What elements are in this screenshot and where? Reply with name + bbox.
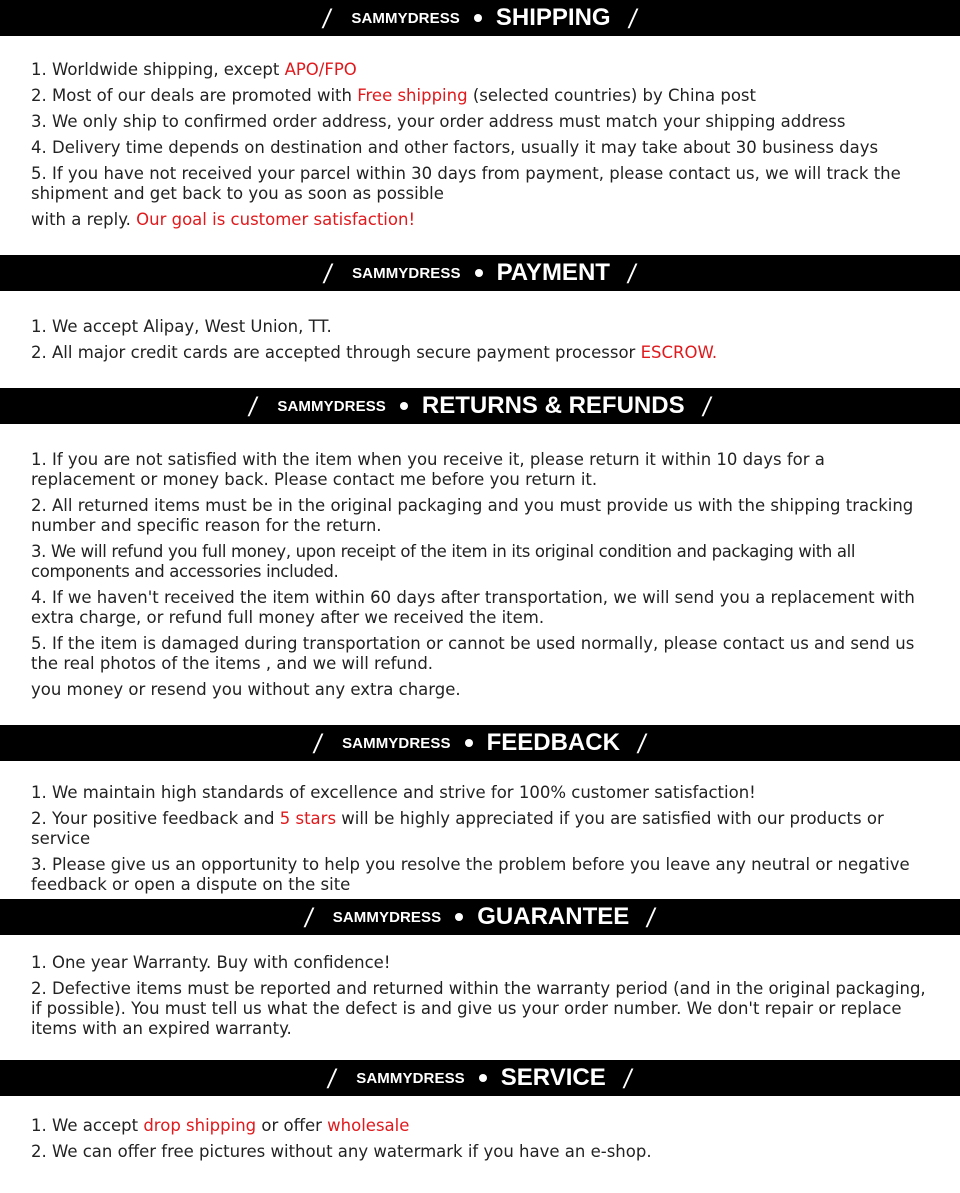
slash-left-icon: / — [321, 4, 334, 32]
slash-right-icon: / — [621, 1064, 634, 1092]
list-item: with a reply. Our goal is customer satisfaction! — [31, 210, 416, 229]
payment-list — [31, 317, 931, 369]
list-item: 2. Defective items must be reported and returned within the warranty period (and in the original packaging, if possible). You must tell us what the defect is and give us your order number. We don't repair or replace items with an expired warranty. — [31, 979, 926, 1038]
section-title: SHIPPING — [495, 4, 611, 31]
list-item: 2. Most of our deals are promoted with Free shipping (selected countries) by China post — [31, 86, 756, 105]
returns-list — [31, 450, 931, 706]
bullet-dot-icon — [479, 1074, 487, 1082]
slash-left-icon: / — [302, 903, 315, 931]
feedback-header — [0, 725, 960, 761]
list-item: 2. We can offer free pictures without any watermark if you have an e-shop. — [31, 1142, 652, 1161]
bullet-dot-icon — [455, 913, 463, 921]
list-item: 3. We only ship to confirmed order address, your order address must match your shipping address — [31, 112, 846, 131]
slash-right-icon: / — [700, 392, 713, 420]
list-item: 1. We maintain high standards of excellence and strive for 100% customer satisfaction! — [31, 783, 756, 802]
service-list — [31, 1116, 931, 1168]
returns-header — [0, 388, 960, 424]
payment-header — [0, 255, 960, 291]
shipping-header — [0, 0, 960, 36]
slash-right-icon: / — [625, 259, 638, 287]
list-item: 1. Worldwide shipping, except APO/FPO — [31, 60, 357, 79]
brand-label: SAMMYDRESS — [277, 397, 386, 415]
brand-label: SAMMYDRESS — [342, 734, 451, 752]
list-item: you money or resend you without any extra charge. — [31, 680, 461, 699]
section-title: SERVICE — [500, 1064, 606, 1091]
feedback-list — [31, 783, 931, 901]
shipping-list — [31, 60, 931, 236]
list-item: 4. Delivery time depends on destination and other factors, usually it may take about 30 business days — [31, 138, 879, 157]
slash-right-icon: / — [626, 4, 639, 32]
slash-right-icon: / — [635, 729, 648, 757]
brand-label: SAMMYDRESS — [356, 1069, 465, 1087]
service-header — [0, 1060, 960, 1096]
list-item: 4. If we haven't received the item within 60 days after transportation, we will send you a replacement with extra charge, or refund full money after we received the item. — [31, 588, 915, 627]
list-item: 1. We accept Alipay, West Union, TT. — [31, 317, 332, 336]
bullet-dot-icon — [400, 402, 408, 410]
brand-label: SAMMYDRESS — [332, 908, 442, 926]
slash-left-icon: / — [322, 259, 335, 287]
slash-right-icon: / — [645, 903, 658, 931]
list-item: 5. If you have not received your parcel within 30 days from payment, please contact us, we will track the shipment and get back to you as soon as possible — [31, 164, 901, 203]
section-title: GUARANTEE — [477, 903, 630, 930]
list-item: 2. Your positive feedback and 5 stars will be highly appreciated if you are satisfied with our products or service — [31, 809, 884, 848]
brand-label: SAMMYDRESS — [351, 9, 460, 27]
list-item: 3. Please give us an opportunity to help you resolve the problem before you leave any neutral or negative feedback or open a dispute on the site — [31, 855, 910, 894]
bullet-dot-icon — [474, 14, 482, 22]
bullet-dot-icon — [465, 739, 473, 747]
section-title: PAYMENT — [496, 259, 610, 286]
list-item: 1. If you are not satisfied with the item when you receive it, please return it within 10 days for a replacement or money back. Please contact me before you return it. — [31, 450, 825, 489]
section-title: FEEDBACK — [486, 729, 620, 756]
slash-left-icon: / — [326, 1064, 339, 1092]
list-item: 1. One year Warranty. Buy with confidence! — [31, 953, 391, 972]
list-item: 3. We will refund you full money, upon receipt of the item in its original condition and packaging with all components and accessories included. — [31, 542, 856, 581]
bullet-dot-icon — [475, 269, 483, 277]
list-item: 5. If the item is damaged during transportation or cannot be used normally, please contact us and send us the real photos of the items , and we will refund. — [31, 634, 915, 673]
list-item: 1. We accept drop shipping or offer wholesale — [31, 1116, 410, 1135]
list-item: 2. All returned items must be in the original packaging and you must provide us with the shipping tracking number and specific reason for the return. — [31, 496, 914, 535]
guarantee-list — [31, 953, 931, 1045]
brand-label: SAMMYDRESS — [352, 264, 461, 282]
slash-left-icon: / — [312, 729, 325, 757]
section-title: RETURNS & REFUNDS — [421, 392, 685, 419]
guarantee-header — [0, 899, 960, 935]
list-item: 2. All major credit cards are accepted through secure payment processor ESCROW. — [31, 343, 718, 362]
slash-left-icon: / — [247, 392, 260, 420]
